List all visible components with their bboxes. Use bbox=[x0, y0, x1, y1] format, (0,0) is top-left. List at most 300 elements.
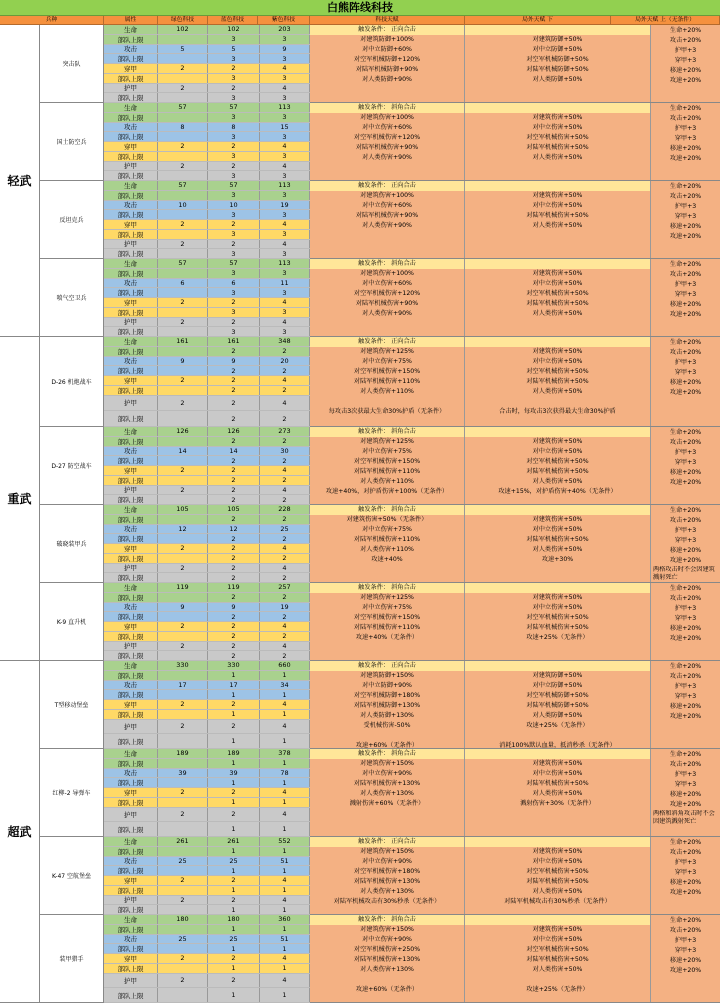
stat-green bbox=[158, 534, 208, 543]
stat-attr: 护甲 bbox=[104, 974, 158, 988]
stat-row bbox=[104, 376, 310, 386]
stat-purple: 2 bbox=[260, 612, 310, 621]
stat-green bbox=[158, 495, 208, 504]
stat-attr: 部队上限 bbox=[104, 925, 158, 934]
outer-talent-high-line: 攻击+20% bbox=[669, 673, 702, 680]
tech-talent-line bbox=[310, 975, 464, 985]
stat-row bbox=[104, 210, 310, 220]
stat-row bbox=[104, 564, 310, 574]
stat-row bbox=[104, 298, 310, 308]
outer-talent-high-line: 穿甲+3 bbox=[674, 291, 697, 298]
outer-talent-low-line: 对建筑伤害+50% bbox=[532, 114, 583, 121]
header-outer-talent-low: 局外天赋 下 bbox=[465, 16, 611, 25]
stat-attr: 护甲 bbox=[104, 642, 158, 651]
unit-block bbox=[40, 337, 720, 427]
stat-green bbox=[158, 288, 208, 297]
stat-green: 119 bbox=[158, 583, 208, 592]
stat-blue: 2 bbox=[208, 612, 260, 621]
stat-blue: 1 bbox=[208, 778, 260, 787]
header-blue-tech: 蓝色科技 bbox=[208, 16, 258, 25]
outer-talent-high-line: 生命+20% bbox=[669, 585, 702, 592]
stat-purple: 2 bbox=[260, 411, 310, 426]
stat-purple: 2 bbox=[260, 495, 310, 504]
stat-purple: 1 bbox=[260, 886, 310, 895]
stat-purple: 2 bbox=[260, 515, 310, 524]
outer-talent-high-line: 移速+20% bbox=[669, 379, 702, 386]
stat-purple: 2 bbox=[260, 593, 310, 602]
stat-green bbox=[158, 308, 208, 317]
stat-attr: 部队上限 bbox=[104, 798, 158, 807]
trigger-band bbox=[465, 915, 650, 925]
stat-attr: 护甲 bbox=[104, 720, 158, 734]
stat-green bbox=[158, 113, 208, 122]
stat-attr: 攻击 bbox=[104, 357, 158, 366]
stat-green: 2 bbox=[158, 318, 208, 327]
stat-attr: 部队上限 bbox=[104, 386, 158, 395]
stat-green bbox=[158, 132, 208, 141]
stat-purple: 34 bbox=[260, 681, 310, 690]
header-green-tech: 绿色科技 bbox=[158, 16, 208, 25]
outer-talent-low-line: 对陆军机械防御+50% bbox=[526, 66, 589, 73]
stat-blue: 1 bbox=[208, 905, 260, 914]
stat-green bbox=[158, 886, 208, 895]
tech-talent-line: 对陆军机械攻击有30%秒杀（无条件） bbox=[333, 898, 441, 905]
stat-row bbox=[104, 308, 310, 318]
stat-green bbox=[158, 74, 208, 83]
stat-row bbox=[104, 847, 310, 857]
stat-row bbox=[104, 93, 310, 103]
tech-talent-line: 对建筑伤害+100% bbox=[360, 114, 414, 121]
stat-row bbox=[104, 249, 310, 259]
stat-attr: 部队上限 bbox=[104, 554, 158, 563]
stat-row bbox=[104, 447, 310, 457]
stat-attr: 护甲 bbox=[104, 396, 158, 411]
outer-talent-high-line: 生命+20% bbox=[669, 839, 702, 846]
stat-blue: 6 bbox=[208, 279, 260, 288]
stat-attr: 攻击 bbox=[104, 201, 158, 210]
stat-blue: 14 bbox=[208, 447, 260, 456]
stat-purple: 4 bbox=[260, 564, 310, 573]
outer-talent-high-panel bbox=[651, 25, 720, 102]
stat-blue: 2 bbox=[208, 456, 260, 465]
unit-block bbox=[40, 181, 720, 259]
header-row bbox=[0, 16, 720, 25]
stat-blue: 3 bbox=[208, 210, 260, 219]
stat-blue: 2 bbox=[208, 142, 260, 151]
unit-name: D-26 机炮战车 bbox=[40, 337, 104, 426]
stat-row bbox=[104, 476, 310, 486]
outer-talent-high-line: 生命+20% bbox=[669, 27, 702, 34]
tech-talent-line: 对陆军机械伤害+130% bbox=[353, 878, 421, 885]
outer-talent-low-panel bbox=[465, 915, 651, 1002]
stat-green: 10 bbox=[158, 201, 208, 210]
outer-talent-high-line: 攻击+20% bbox=[669, 927, 702, 934]
stat-row bbox=[104, 123, 310, 133]
stat-purple: 4 bbox=[260, 896, 310, 905]
tech-talent-line: 对空军机械防御+120% bbox=[353, 56, 421, 63]
stat-green: 2 bbox=[158, 298, 208, 307]
stat-purple: 19 bbox=[260, 201, 310, 210]
outer-talent-high-line: 生命+20% bbox=[669, 507, 702, 514]
stat-row bbox=[104, 544, 310, 554]
stat-attr: 部队上限 bbox=[104, 308, 158, 317]
stat-blue: 3 bbox=[208, 327, 260, 336]
stat-row bbox=[104, 681, 310, 691]
stat-blue: 3 bbox=[208, 288, 260, 297]
stat-attr: 护甲 bbox=[104, 318, 158, 327]
stat-purple: 378 bbox=[260, 749, 310, 758]
stat-blue: 2 bbox=[208, 720, 260, 734]
stat-purple: 51 bbox=[260, 857, 310, 866]
trigger-band bbox=[465, 583, 650, 593]
stat-blue: 3 bbox=[208, 269, 260, 278]
stat-purple: 15 bbox=[260, 123, 310, 132]
stat-green bbox=[158, 944, 208, 953]
outer-talent-high-line: 攻速+20% bbox=[669, 311, 702, 318]
stat-attr: 部队上限 bbox=[104, 132, 158, 141]
tech-talent-line: 对空军机械伤害+180% bbox=[353, 868, 421, 875]
stat-purple: 3 bbox=[260, 308, 310, 317]
outer-talent-low-panel bbox=[465, 427, 651, 504]
outer-talent-low-line: 对陆军机械伤害+50% bbox=[526, 212, 589, 219]
stat-row bbox=[104, 366, 310, 376]
stat-blue: 105 bbox=[208, 505, 260, 514]
stat-blue: 2 bbox=[208, 534, 260, 543]
stat-attr: 护甲 bbox=[104, 162, 158, 171]
stat-row bbox=[104, 651, 310, 661]
stat-row bbox=[104, 45, 310, 55]
tech-talent-line: 受机械伤害-50% bbox=[363, 722, 411, 729]
stat-blue: 2 bbox=[208, 437, 260, 446]
outer-talent-high-line: 护甲+3 bbox=[674, 771, 697, 778]
stat-purple: 78 bbox=[260, 769, 310, 778]
stat-attr: 穿甲 bbox=[104, 876, 158, 885]
stat-purple: 1 bbox=[260, 734, 310, 748]
outer-talent-high-line: 护甲+3 bbox=[674, 527, 697, 534]
stat-green: 161 bbox=[158, 337, 208, 346]
stat-purple: 4 bbox=[260, 954, 310, 963]
stat-blue: 102 bbox=[208, 25, 260, 34]
stat-purple: 2 bbox=[260, 476, 310, 485]
stat-blue: 57 bbox=[208, 181, 260, 190]
stat-attr: 生命 bbox=[104, 583, 158, 592]
stat-purple: 4 bbox=[260, 318, 310, 327]
outer-talent-high-line: 攻击+20% bbox=[669, 193, 702, 200]
outer-talent-high-panel bbox=[651, 915, 720, 1002]
outer-talent-high-line: 攻速+20% bbox=[669, 479, 702, 486]
stat-blue: 57 bbox=[208, 259, 260, 268]
outer-talent-high-line: 生命+20% bbox=[669, 751, 702, 758]
outer-talent-high-line: 生命+20% bbox=[669, 917, 702, 924]
stat-blue: 3 bbox=[208, 132, 260, 141]
stat-green bbox=[158, 476, 208, 485]
stat-blue: 3 bbox=[208, 152, 260, 161]
outer-talent-low-line: 对空军机械伤害+50% bbox=[526, 290, 589, 297]
stat-purple: 9 bbox=[260, 45, 310, 54]
tech-talent-line: 对空军机械伤害+120% bbox=[353, 290, 421, 297]
outer-talent-high-line: 生命+20% bbox=[669, 105, 702, 112]
tech-talent-line: 对建筑伤害+150% bbox=[360, 848, 414, 855]
stat-attr: 生命 bbox=[104, 259, 158, 268]
stat-row bbox=[104, 866, 310, 876]
outer-talent-low-line: 对中立防御+50% bbox=[532, 682, 583, 689]
stat-blue: 2 bbox=[208, 396, 260, 411]
outer-talent-low-line: 对人类伤害+50% bbox=[532, 546, 583, 553]
stat-row bbox=[104, 288, 310, 298]
stat-blue: 1 bbox=[208, 798, 260, 807]
stat-purple: 113 bbox=[260, 181, 310, 190]
outer-talent-low-line: 对建筑防御+50% bbox=[532, 672, 583, 679]
stat-green: 2 bbox=[158, 544, 208, 553]
stat-blue: 189 bbox=[208, 749, 260, 758]
stat-blue: 2 bbox=[208, 84, 260, 93]
stat-attr: 部队上限 bbox=[104, 534, 158, 543]
tech-talent-line: 每攻击3次获最大生命30%护盾（无条件） bbox=[328, 408, 446, 415]
tech-talent-line: 对中立防御+60% bbox=[362, 46, 412, 53]
stat-blue: 1 bbox=[208, 734, 260, 748]
stat-green bbox=[158, 612, 208, 621]
unit-name: 装甲猎手 bbox=[40, 915, 104, 1002]
stat-row bbox=[104, 495, 310, 505]
stat-green bbox=[158, 269, 208, 278]
tech-talent-line: 对建筑伤害+100% bbox=[360, 270, 414, 277]
stat-attr: 部队上限 bbox=[104, 437, 158, 446]
outer-talent-high-panel bbox=[651, 259, 720, 336]
stat-purple: 4 bbox=[260, 376, 310, 385]
outer-talent-high-line: 攻击+20% bbox=[669, 595, 702, 602]
tech-talent-line bbox=[310, 731, 464, 741]
stat-purple: 3 bbox=[260, 249, 310, 258]
stat-green: 2 bbox=[158, 376, 208, 385]
stat-attr: 部队上限 bbox=[104, 593, 158, 602]
outer-talent-low-line: 对建筑伤害+50% bbox=[532, 270, 583, 277]
stat-blue: 9 bbox=[208, 357, 260, 366]
outer-talent-high-panel bbox=[651, 583, 720, 660]
stat-purple: 4 bbox=[260, 486, 310, 495]
stat-purple: 4 bbox=[260, 396, 310, 411]
stat-purple: 2 bbox=[260, 632, 310, 641]
stat-attr: 部队上限 bbox=[104, 778, 158, 787]
stat-row bbox=[104, 857, 310, 867]
outer-talent-low-line: 对中立伤害+50% bbox=[532, 770, 583, 777]
unit-block bbox=[40, 25, 720, 103]
stat-blue: 2 bbox=[208, 564, 260, 573]
stat-green: 2 bbox=[158, 84, 208, 93]
stat-green: 261 bbox=[158, 837, 208, 846]
stat-attr: 攻击 bbox=[104, 525, 158, 534]
outer-talent-high-line: 攻速+20% bbox=[669, 557, 702, 564]
stat-attr: 部队上限 bbox=[104, 612, 158, 621]
stat-attr: 部队上限 bbox=[104, 366, 158, 375]
stat-row bbox=[104, 632, 310, 642]
outer-talent-low-line: 对建筑伤害+50% bbox=[532, 192, 583, 199]
outer-talent-high-line: 移速+20% bbox=[669, 67, 702, 74]
stat-attr: 部队上限 bbox=[104, 988, 158, 1002]
stat-blue: 1 bbox=[208, 964, 260, 973]
tech-talent-line: 对人类伤害+130% bbox=[360, 790, 414, 797]
stat-blue: 2 bbox=[208, 376, 260, 385]
stat-row bbox=[104, 74, 310, 84]
stat-green: 2 bbox=[158, 486, 208, 495]
stat-row bbox=[104, 915, 310, 925]
outer-talent-high-panel bbox=[651, 837, 720, 914]
outer-talent-high-line: 护甲+3 bbox=[674, 125, 697, 132]
outer-talent-high-line: 护甲+3 bbox=[674, 359, 697, 366]
stat-blue: 2 bbox=[208, 386, 260, 395]
stat-row bbox=[104, 759, 310, 769]
stat-row bbox=[104, 337, 310, 347]
stat-green: 2 bbox=[158, 622, 208, 631]
stat-row bbox=[104, 279, 310, 289]
stat-row bbox=[104, 671, 310, 681]
tech-talent-line: 对陆军机械伤害+110% bbox=[353, 536, 421, 543]
trigger-condition-left: 触发条件： 斜角合击 bbox=[310, 103, 464, 113]
outer-talent-low-line: 对中立伤害+50% bbox=[532, 448, 583, 455]
stat-blue: 5 bbox=[208, 45, 260, 54]
stat-blue: 2 bbox=[208, 896, 260, 905]
tech-talent-line: 对陆军机械伤害+90% bbox=[355, 300, 419, 307]
stat-row bbox=[104, 642, 310, 652]
tech-talent-line: 对建筑伤害+125% bbox=[360, 594, 414, 601]
tech-talent-panel bbox=[310, 749, 465, 836]
tech-talent-line: 对陆军机械伤害+90% bbox=[355, 212, 419, 219]
stat-attr: 攻击 bbox=[104, 603, 158, 612]
stat-green bbox=[158, 554, 208, 563]
outer-talent-low-line: 对中立伤害+50% bbox=[532, 124, 583, 131]
stat-attr: 穿甲 bbox=[104, 954, 158, 963]
outer-talent-low-panel bbox=[465, 103, 651, 180]
stat-purple: 3 bbox=[260, 210, 310, 219]
trigger-condition-left: 触发条件： 斜角合击 bbox=[310, 505, 464, 515]
outer-talent-high-line: 护甲+3 bbox=[674, 281, 697, 288]
stat-green: 2 bbox=[158, 220, 208, 229]
stat-purple: 4 bbox=[260, 788, 310, 797]
stat-green bbox=[158, 573, 208, 582]
stat-green: 2 bbox=[158, 466, 208, 475]
stat-row bbox=[104, 466, 310, 476]
stat-attr: 部队上限 bbox=[104, 152, 158, 161]
stat-blue: 1 bbox=[208, 925, 260, 934]
outer-talent-low-line: 对人类伤害+50% bbox=[532, 388, 583, 395]
outer-talent-low-line: 对陆军机械伤害+50% bbox=[526, 144, 589, 151]
stat-blue: 12 bbox=[208, 525, 260, 534]
stat-blue: 126 bbox=[208, 427, 260, 436]
stat-attr: 部队上限 bbox=[104, 651, 158, 660]
tech-talent-line: 攻速+60%（无条件） bbox=[355, 742, 419, 749]
trigger-band bbox=[465, 337, 650, 347]
unit-name: 红柳-2 导弹车 bbox=[40, 749, 104, 836]
tech-talent-line: 对空军机械伤害+150% bbox=[353, 458, 421, 465]
outer-talent-high-line: 攻速+20% bbox=[669, 635, 702, 642]
outer-talent-low-line: 攻速+30% bbox=[541, 556, 574, 563]
outer-talent-high-line: 护甲+3 bbox=[674, 605, 697, 612]
stat-blue: 2 bbox=[208, 318, 260, 327]
stat-row bbox=[104, 690, 310, 700]
stat-blue: 1 bbox=[208, 710, 260, 719]
stat-row bbox=[104, 749, 310, 759]
unit-block bbox=[40, 103, 720, 181]
stat-blue: 2 bbox=[208, 954, 260, 963]
stat-purple: 20 bbox=[260, 357, 310, 366]
outer-talent-high-line: 移速+20% bbox=[669, 547, 702, 554]
outer-talent-low-line: 对陆军机械伤害+50% bbox=[526, 878, 589, 885]
outer-talent-high-line: 穿甲+3 bbox=[674, 369, 697, 376]
tech-talent-panel bbox=[310, 915, 465, 1002]
stat-purple: 2 bbox=[260, 573, 310, 582]
outer-talent-low-line: 对空军机械伤害+50% bbox=[526, 458, 589, 465]
stat-attr: 护甲 bbox=[104, 486, 158, 495]
unit-name: 反坦克兵 bbox=[40, 181, 104, 258]
stat-purple: 348 bbox=[260, 337, 310, 346]
trigger-condition-left: 触发条件： 斜角合击 bbox=[310, 259, 464, 269]
stat-attr: 部队上限 bbox=[104, 230, 158, 239]
stat-row bbox=[104, 230, 310, 240]
stat-attr: 攻击 bbox=[104, 279, 158, 288]
stat-attr: 部队上限 bbox=[104, 847, 158, 856]
tech-talent-line: 对中立伤害+90% bbox=[362, 858, 412, 865]
stat-row bbox=[104, 515, 310, 525]
stat-green bbox=[158, 759, 208, 768]
tech-talent-line: 对空军机械伤害+150% bbox=[353, 614, 421, 621]
stat-row bbox=[104, 35, 310, 45]
tech-talent-line: 对空军机械防御+180% bbox=[353, 692, 421, 699]
outer-talent-low-line: 对中立伤害+50% bbox=[532, 358, 583, 365]
stat-attr: 穿甲 bbox=[104, 220, 158, 229]
stat-attr: 护甲 bbox=[104, 84, 158, 93]
stat-green: 25 bbox=[158, 935, 208, 944]
tech-talent-line bbox=[310, 397, 464, 407]
outer-talent-high-line: 移速+20% bbox=[669, 223, 702, 230]
stat-green bbox=[158, 593, 208, 602]
stat-green: 57 bbox=[158, 259, 208, 268]
category-label: 轻武 bbox=[0, 25, 40, 337]
stat-attr: 生命 bbox=[104, 661, 158, 670]
tech-talent-line: 对人类伤害+110% bbox=[360, 546, 414, 553]
tech-talent-line: 对中立伤害+75% bbox=[362, 604, 412, 611]
stat-blue: 2 bbox=[208, 554, 260, 563]
stat-blue: 8 bbox=[208, 123, 260, 132]
tech-talent-line: 对建筑防御+150% bbox=[360, 672, 414, 679]
outer-talent-high-line: 穿甲+3 bbox=[674, 537, 697, 544]
outer-talent-high-line: 生命+20% bbox=[669, 261, 702, 268]
stat-attr: 生命 bbox=[104, 915, 158, 924]
stat-green: 2 bbox=[158, 720, 208, 734]
tech-talent-line: 对人类防御+130% bbox=[360, 712, 414, 719]
stat-row bbox=[104, 357, 310, 367]
stat-blue: 180 bbox=[208, 915, 260, 924]
stat-green: 25 bbox=[158, 857, 208, 866]
stat-green: 9 bbox=[158, 357, 208, 366]
stat-attr: 攻击 bbox=[104, 681, 158, 690]
stat-green bbox=[158, 327, 208, 336]
outer-talent-high-line: 护甲+3 bbox=[674, 937, 697, 944]
stat-attr: 部队上限 bbox=[104, 476, 158, 485]
stat-green bbox=[158, 822, 208, 836]
stat-green: 5 bbox=[158, 45, 208, 54]
stat-purple: 4 bbox=[260, 622, 310, 631]
outer-talent-high-line: 穿甲+3 bbox=[674, 869, 697, 876]
trigger-band bbox=[465, 259, 650, 269]
stat-green: 180 bbox=[158, 915, 208, 924]
stat-purple: 2 bbox=[260, 456, 310, 465]
tech-talent-line: 攻速+40%，对护盾伤害+100%（无条件） bbox=[325, 488, 449, 495]
stat-green: 2 bbox=[158, 396, 208, 411]
stat-blue: 1 bbox=[208, 759, 260, 768]
stat-row bbox=[104, 171, 310, 181]
stat-attr: 部队上限 bbox=[104, 905, 158, 914]
tech-talent-line: 对陆军机械伤害+110% bbox=[353, 378, 421, 385]
stat-attr: 生命 bbox=[104, 427, 158, 436]
